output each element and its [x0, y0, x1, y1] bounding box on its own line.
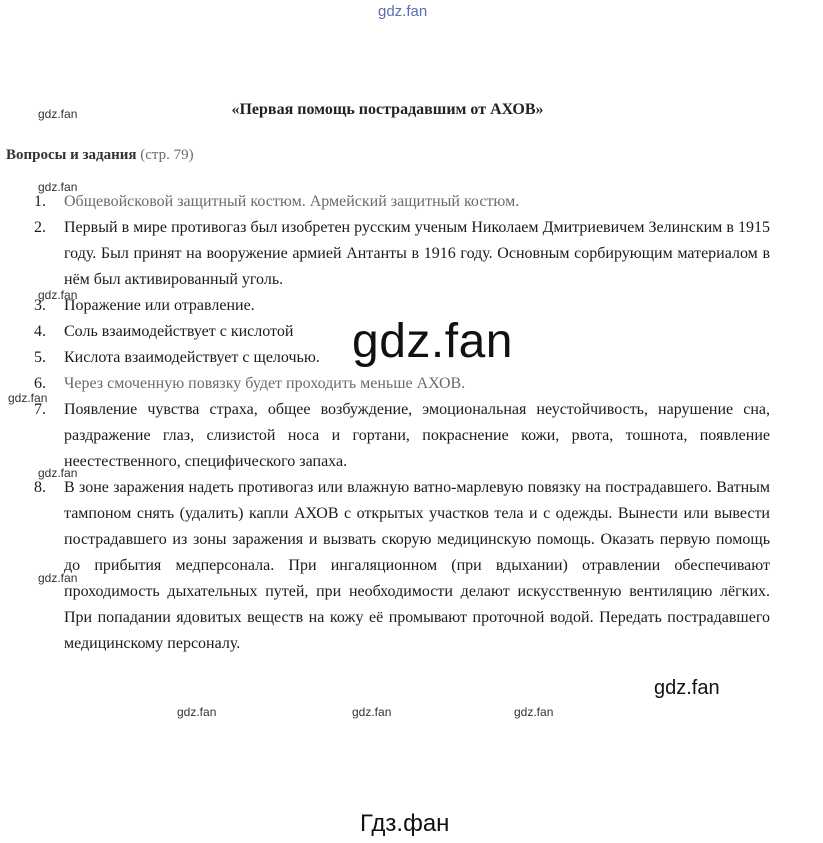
list-item-number: 3.: [34, 297, 46, 314]
watermark-top: gdz.fan: [378, 3, 428, 20]
list-item-text: Появление чувства страха, общее возбуждение, эмоциональная неустойчивость, нарушение сна, раздражение глаз, слизистой носа и гортани, покраснение кожи, рвота, тошнота, появление неестественного, специфического запаха.: [64, 401, 770, 470]
list-item-number: 5.: [34, 349, 46, 366]
section-heading-label: Вопросы и задания: [6, 147, 137, 163]
watermark-medium: gdz.fan: [654, 677, 720, 699]
list-item-text: Общевойсковой защитный костюм. Армейский защитный костюм.: [64, 193, 520, 210]
list-item-text: Через смоченную повязку будет проходить меньше АХОВ.: [64, 375, 466, 392]
list-item-number: 4.: [34, 323, 46, 340]
list-item-number: 8.: [34, 479, 46, 496]
list-item-text: В зоне заражения надеть противогаз или влажную ватно-марлевую повязку на пострадавшего. Ватным тампоном снять (удалить) капли АХОВ с открытых участков тела и с одежды. Вынести или вывести пострадавшего из зоны заражения и вызвать скорую медицинскую помощь. Оказать первую помощь до прибытия медперсонала. При ингаляционном (при вдыхании) отравлении обеспечивают проходимость дыхательных путей, при необходимости делают искусственную вентиляцию лёгких. При попадании ядовитых веществ на кожу её промывают проточной водой. Передать пострадавшего медицинскому персоналу.: [64, 479, 770, 652]
watermark-small: gdz.fan: [177, 705, 217, 719]
watermark-small: gdz.fan: [352, 705, 392, 719]
list-item-number: 6.: [34, 375, 46, 392]
list-item-number: 2.: [34, 219, 46, 236]
list-item-number: 1.: [34, 193, 46, 210]
watermark-small: gdz.fan: [38, 180, 78, 194]
list-item-text: Соль взаимодействует с кислотой: [64, 323, 294, 340]
list-item: [34, 371, 770, 397]
watermark-small: gdz.fan: [38, 288, 78, 302]
watermark-small: gdz.fan: [514, 705, 554, 719]
section-heading: [6, 147, 194, 164]
watermark-small: gdz.fan: [38, 571, 78, 585]
list-item-text: Кислота взаимодействует с щелочью.: [64, 349, 320, 366]
watermark-footer: Гдз.фан: [360, 810, 450, 837]
list-item-number: 7.: [34, 401, 46, 418]
answers-list: [34, 189, 770, 657]
watermark-small: gdz.fan: [38, 107, 78, 121]
watermark-small: gdz.fan: [8, 391, 48, 405]
watermark-large: gdz.fan: [352, 315, 513, 368]
list-item: [34, 215, 770, 293]
page-title: «Первая помощь пострадавшим от АХОВ»: [231, 101, 544, 118]
list-item: [34, 189, 770, 215]
section-heading-page: (стр. 79): [140, 147, 194, 163]
watermark-small: gdz.fan: [38, 466, 78, 480]
list-item: [34, 397, 770, 475]
list-item: [34, 475, 770, 657]
list-item-text: Первый в мире противогаз был изобретен русским ученым Николаем Дмитриевичем Зелинским в 1915 году. Был принят на вооружение армией Антанты в 1916 году. Основным сорбирующим материалом в нём был активированный уголь.: [64, 219, 770, 288]
list-item-text: Поражение или отравление.: [64, 297, 255, 314]
